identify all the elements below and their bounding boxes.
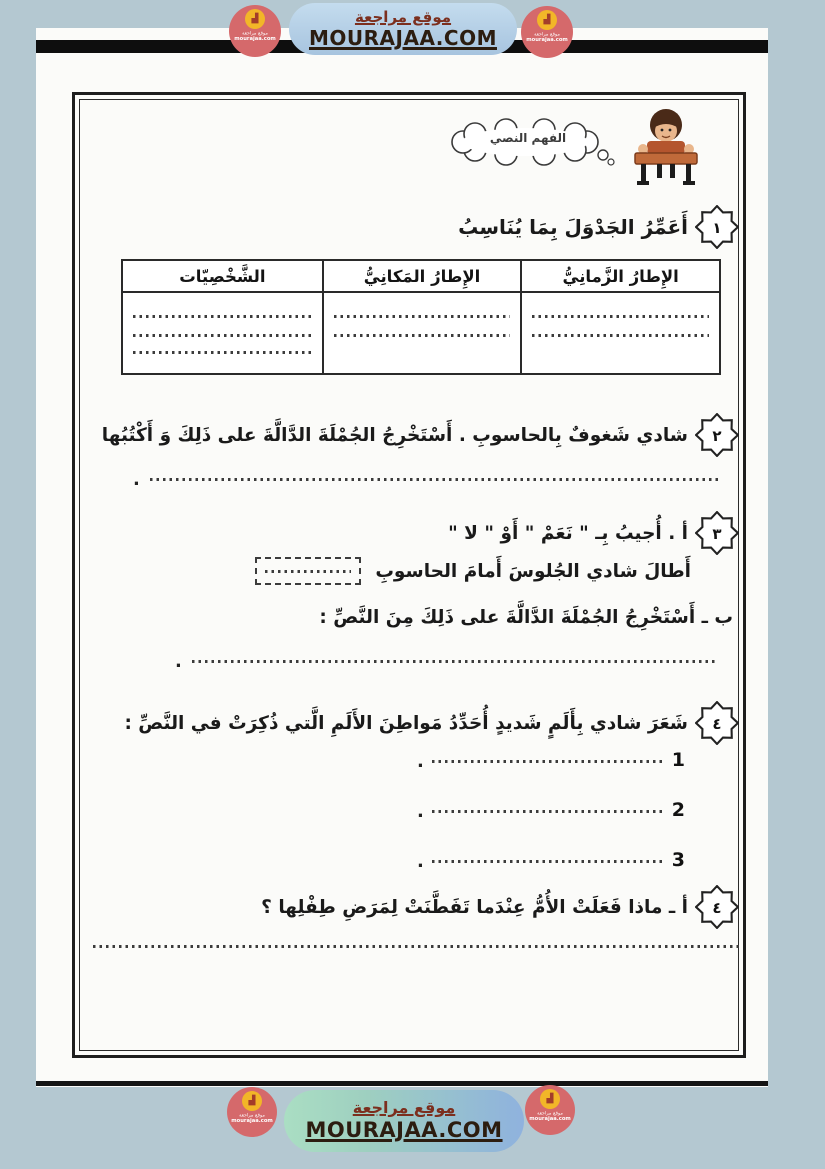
logo-caption-arabic: موقع مراجعة <box>534 31 560 38</box>
line-end-period: . <box>417 851 424 872</box>
answer-dotted-line <box>133 334 312 337</box>
logo-caption-domain: mourajaa.com <box>529 1115 571 1122</box>
logo-caption-arabic: موقع مراجعة <box>242 30 268 37</box>
table-cell-place-frame <box>322 293 521 373</box>
pupil-at-desk-illustration <box>619 105 713 193</box>
question-2 <box>102 413 739 457</box>
line-end-period: . <box>417 751 424 772</box>
q1-answer-table <box>121 259 721 375</box>
answer-dotted-line <box>133 351 312 354</box>
question-3a-statement-row <box>255 557 691 585</box>
logo-caption <box>529 1111 571 1121</box>
line-end-period: . <box>175 651 182 672</box>
table-body-row <box>123 293 719 373</box>
q3b-answer-line <box>175 651 717 672</box>
question-1-badge <box>695 205 739 249</box>
question-5-text: أ ـ ماذا فَعَلَتْ الأُمُّ عِنْدَما تَفَطَّنَتْ لِمَرَضِ طِفْلِها ؟ <box>261 896 688 918</box>
book-logo-icon: ▟ <box>537 10 557 30</box>
q4-blank-2 <box>417 799 685 822</box>
footer-site-banner[interactable] <box>284 1090 524 1152</box>
table-header-place-frame: الإِطارُ المَكانِيُّ <box>322 261 521 293</box>
answer-dotted-line <box>192 660 717 663</box>
question-3a-text: أ . أُجيبُ بِـ " نَعَمْ " أَوْ " لا " <box>448 522 688 544</box>
q4-blank-3 <box>417 849 685 872</box>
blank-number: 2 <box>671 799 685 821</box>
question-2-number: ٢ <box>712 427 722 445</box>
logo-caption-domain: mourajaa.com <box>526 36 568 43</box>
logo-caption <box>526 32 568 42</box>
answer-dotted-line <box>432 760 664 763</box>
header-site-banner[interactable] <box>289 3 517 55</box>
logo-caption <box>234 31 276 41</box>
question-3-badge <box>695 511 739 555</box>
q2-answer-line <box>133 469 721 490</box>
question-4-number: ٤ <box>712 715 722 733</box>
logo-caption-arabic: موقع مراجعة <box>537 1110 563 1117</box>
line-end-period: . <box>133 469 140 490</box>
answer-dotted-line <box>334 334 511 337</box>
site-logo-badge-top-right <box>521 6 573 58</box>
answer-dotted-line <box>133 315 312 318</box>
site-logo-badge-top-left <box>229 5 281 57</box>
answer-dotted-line <box>432 810 664 813</box>
question-5-badge <box>695 885 739 929</box>
answer-dotted-line <box>432 860 664 863</box>
question-2-badge <box>695 413 739 457</box>
footer-site-name-arabic[interactable]: موقع مراجعة <box>352 1098 456 1118</box>
question-1-text: أَعَمِّرُ الجَدْوَلَ بِمَا يُنَاسِبُ <box>458 215 688 239</box>
logo-caption <box>231 1113 273 1123</box>
bottom-black-bar <box>36 1081 768 1086</box>
question-5-number: ٤ <box>712 899 722 917</box>
question-1 <box>458 205 739 249</box>
question-4-badge <box>695 701 739 745</box>
question-3 <box>448 511 739 555</box>
question-3b-text: ب ـ أَسْتَخْرِجُ الجُمْلَةَ الدَّالَّةَ على ذَلِكَ مِنَ النَّصِّ : <box>319 607 733 628</box>
question-2-text: شادي شَغوفٌ بِالحاسوبِ . أَسْتَخْرِجُ الجُمْلَةَ الدَّالَّةَ على ذَلِكَ وَ أَكْتُبُها <box>101 424 688 446</box>
question-1-number: ١ <box>712 219 722 237</box>
worksheet-frame <box>72 92 746 1058</box>
header-site-domain-link[interactable]: MOURAJAA.COM <box>309 26 497 51</box>
answer-dotted-line <box>150 478 721 481</box>
line-end-period: . <box>417 801 424 822</box>
book-logo-icon: ▟ <box>540 1089 560 1109</box>
answer-dotted-line <box>334 315 511 318</box>
answer-dotted-line <box>265 570 351 573</box>
header-site-name-arabic[interactable]: موقع مراجعة <box>354 7 452 26</box>
topic-label: الفهم النصي <box>489 131 567 145</box>
answer-dotted-line <box>532 334 709 337</box>
answer-dotted-line <box>532 315 709 318</box>
question-4 <box>124 701 739 745</box>
question-3b-row <box>319 607 733 628</box>
q4-blank-1 <box>417 749 685 772</box>
question-3-number: ٣ <box>712 525 722 543</box>
table-header-row <box>123 261 719 293</box>
table-header-characters: الشَّخْصِيّات <box>123 261 322 293</box>
logo-caption-domain: mourajaa.com <box>234 35 276 42</box>
table-cell-characters <box>123 293 322 373</box>
q3a-answer-box <box>255 557 361 585</box>
table-cell-time-frame <box>520 293 719 373</box>
answer-dotted-line <box>93 945 739 948</box>
site-logo-badge-bottom-right <box>525 1085 575 1135</box>
site-logo-badge-bottom-left <box>227 1087 277 1137</box>
q5-answer-line <box>93 945 739 952</box>
footer-site-domain-link[interactable]: MOURAJAA.COM <box>305 1118 503 1143</box>
question-4-text: شَعَرَ شادي بِأَلَمٍ شَديدٍ أُحَدِّدُ مَواطِنَ الأَلَمِ الَّتي ذُكِرَتْ في النَّصِّ : <box>124 712 688 734</box>
question-5 <box>261 885 739 929</box>
logo-caption-domain: mourajaa.com <box>231 1117 273 1124</box>
q3a-statement: أَطالَ شادي الجُلوسَ أَمامَ الحاسوبِ <box>375 560 691 582</box>
book-logo-icon: ▟ <box>242 1091 262 1111</box>
table-header-time-frame: الإِطارُ الزَّمانِيُّ <box>520 261 719 293</box>
logo-caption-arabic: موقع مراجعة <box>239 1112 265 1119</box>
book-logo-icon: ▟ <box>245 9 265 29</box>
blank-number: 1 <box>671 749 685 771</box>
blank-number: 3 <box>671 849 685 871</box>
